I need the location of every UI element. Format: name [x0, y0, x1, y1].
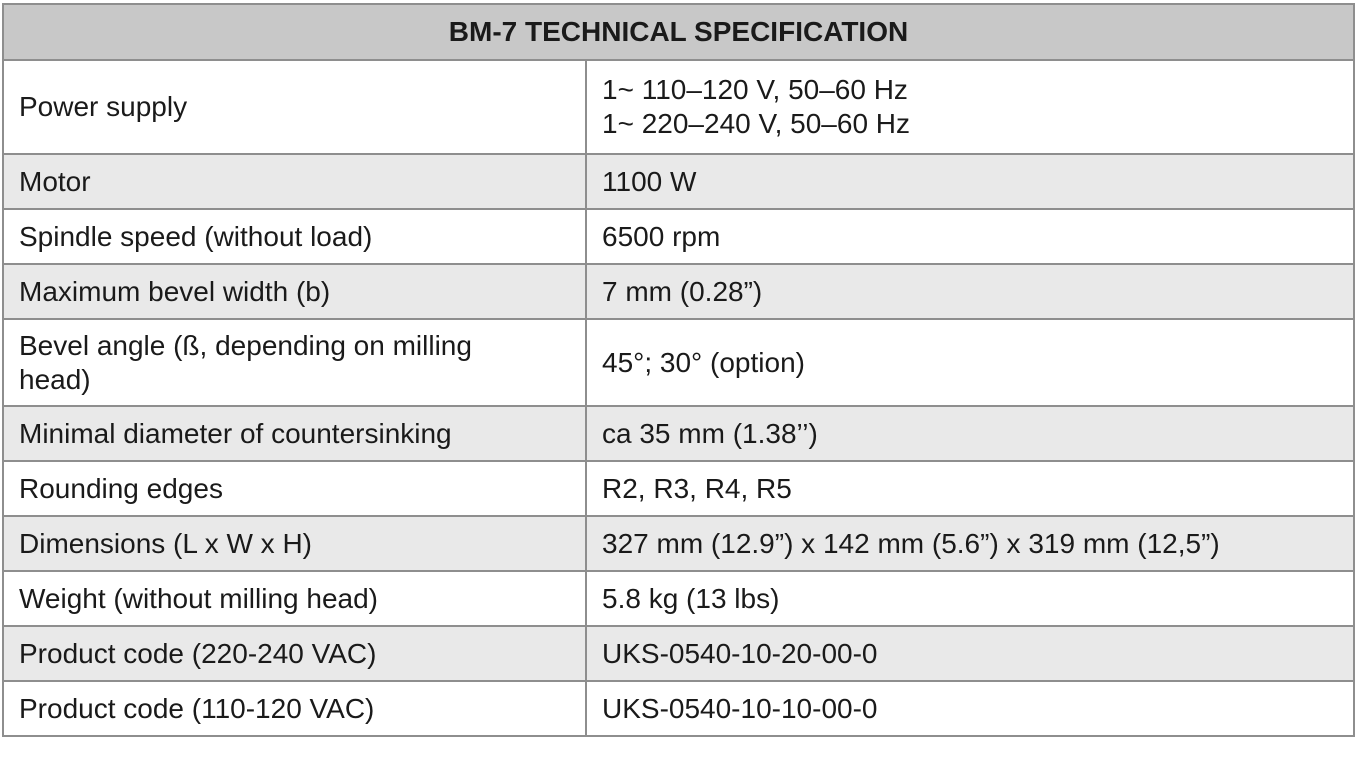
table-row: [3, 516, 1354, 571]
table-row: [3, 209, 1354, 264]
table-row: [3, 626, 1354, 681]
spec-label: Dimensions (L x W x H): [3, 516, 586, 571]
table-title: BM-7 TECHNICAL SPECIFICATION: [3, 4, 1354, 60]
spec-label: Product code (220-240 VAC): [3, 626, 586, 681]
table-row: [3, 154, 1354, 209]
spec-value: UKS-0540-10-10-00-0: [586, 681, 1354, 736]
table-row: [3, 681, 1354, 736]
spec-label: Minimal diameter of countersinking: [3, 406, 586, 461]
spec-value: 7 mm (0.28”): [586, 264, 1354, 319]
table-row: [3, 60, 1354, 154]
spec-value-line: 1~ 220–240 V, 50–60 Hz: [602, 108, 911, 139]
spec-value: 1100 W: [586, 154, 1354, 209]
spec-value: R2, R3, R4, R5: [586, 461, 1354, 516]
table-row: [3, 406, 1354, 461]
spec-label: Product code (110-120 VAC): [3, 681, 586, 736]
spec-label-line: head): [19, 363, 91, 395]
spec-label: [3, 319, 586, 406]
spec-label-line: Bevel angle (ß, depending on milling: [19, 329, 472, 361]
spec-label: Spindle speed (without load): [3, 209, 586, 264]
spec-value: [586, 60, 1354, 154]
spec-table: [2, 3, 1355, 737]
spec-value: ca 35 mm (1.38’’): [586, 406, 1354, 461]
table-row: [3, 461, 1354, 516]
spec-value: UKS-0540-10-20-00-0: [586, 626, 1354, 681]
spec-value: 6500 rpm: [586, 209, 1354, 264]
spec-label: Rounding edges: [3, 461, 586, 516]
spec-label: Maximum bevel width (b): [3, 264, 586, 319]
spec-value: 45°; 30° (option): [586, 319, 1354, 406]
spec-value-line: 1~ 110–120 V, 50–60 Hz: [602, 74, 908, 106]
table-row: [3, 571, 1354, 626]
table-header-row: [3, 4, 1354, 60]
table-row: [3, 319, 1354, 406]
spec-label: Motor: [3, 154, 586, 209]
spec-label: Power supply: [3, 60, 586, 154]
spec-value: 5.8 kg (13 lbs): [586, 571, 1354, 626]
table-row: [3, 264, 1354, 319]
spec-label: Weight (without milling head): [3, 571, 586, 626]
spec-value: 327 mm (12.9”) x 142 mm (5.6”) x 319 mm (12,5”): [586, 516, 1354, 571]
